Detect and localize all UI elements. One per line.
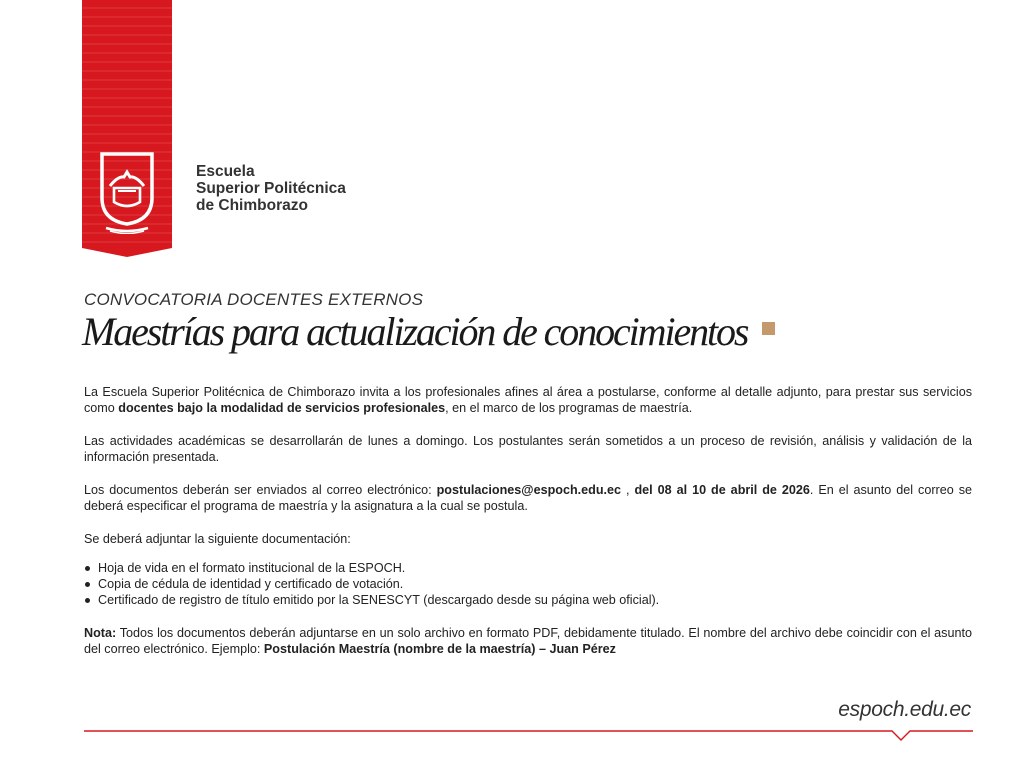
documents-intro: Se deberá adjuntar la siguiente documentación: — [84, 532, 351, 546]
activities-paragraph: Las actividades académicas se desarrollarán de lunes a domingo. Los postulantes serán sometidos a un proceso de revisión, análisis y validación de la información presentada. — [84, 434, 972, 464]
list-item: Hoja de vida en el formato institucional de la ESPOCH. — [84, 560, 972, 576]
intro-text-start: La Escuela Superior Politécnica de Chimborazo invita a los profesionales afines al área a postularse, conforme al detalle adjunto, para prestar sus servicios como — [84, 385, 972, 415]
submission-text-start: Los documentos deberán ser enviados al correo electrónico: — [84, 483, 437, 497]
note-example: Postulación Maestría (nombre de la maestría) – Juan Pérez — [263, 642, 616, 656]
list-item: Certificado de registro de título emitido por la SENESCYT (descargado desde su página web oficial). — [84, 592, 972, 608]
institution-name-line-1: Escuela — [196, 163, 255, 180]
accent-square — [762, 322, 775, 335]
submission-separator: , — [621, 483, 635, 497]
espoch-crest-icon — [96, 150, 158, 234]
note-paragraph — [84, 625, 972, 657]
submission-email: postulaciones@espoch.edu.ec — [436, 483, 622, 497]
documents-list — [84, 560, 972, 608]
announcement-kicker: CONVOCATORIA DOCENTES EXTERNOS — [84, 290, 424, 309]
intro-paragraph — [84, 384, 972, 416]
institution-name-line-2: Superior Politécnica — [196, 180, 346, 197]
brand-ribbon-tip — [82, 248, 172, 257]
intro-text-end: , en el marco de los programas de maestría. — [445, 401, 693, 415]
institution-name — [196, 163, 346, 214]
institution-name-line-3: de Chimborazo — [196, 197, 308, 214]
submission-text-end: . En el asunto del correo se deberá especificar el programa de maestría y la asignatura a la cual se postula. — [84, 483, 972, 513]
list-item: Copia de cédula de identidad y certificado de votación. — [84, 576, 972, 592]
intro-modality: docentes bajo la modalidad de servicios profesionales — [118, 401, 446, 415]
note-text: Todos los documentos deberán adjuntarse en un solo archivo en formato PDF, debidamente titulado. El nombre del archivo debe coincidir con el asunto del correo electrónico. Ejemplo: — [84, 626, 972, 656]
submission-dates: del 08 al 10 de abril de 2026 — [634, 483, 810, 497]
announcement-headline: Maestrías para actualización de conocimientos — [82, 309, 748, 354]
footer-website: espoch.edu.ec — [838, 698, 971, 721]
note-label: Nota: — [84, 626, 117, 640]
announcement-body — [84, 384, 972, 674]
footer-divider — [84, 727, 973, 749]
submission-paragraph — [84, 482, 972, 514]
